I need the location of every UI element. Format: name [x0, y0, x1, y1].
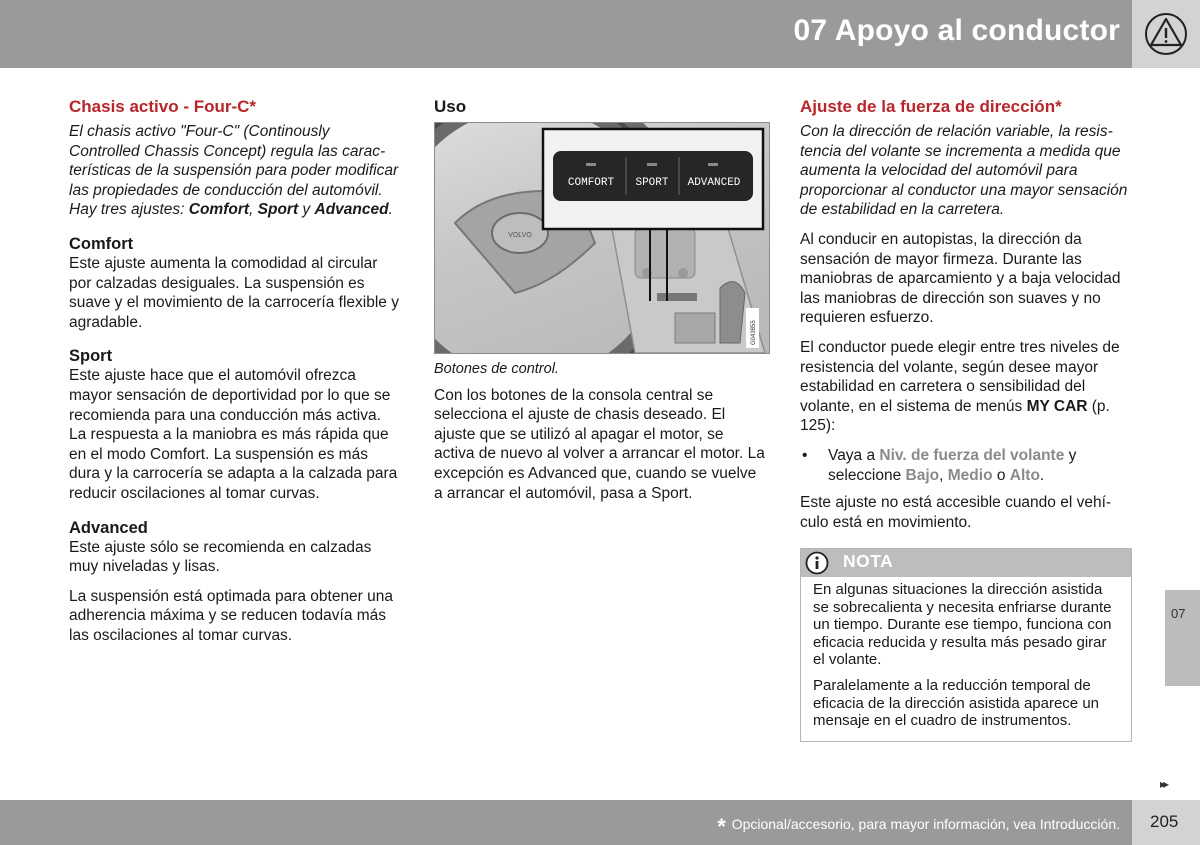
sport-button-label: SPORT	[635, 177, 669, 189]
subheading-advanced: Advanced	[69, 518, 148, 537]
note-body	[801, 577, 1131, 740]
suspension-text: La suspensión está optimada para obtener una adherencia máxima y se reducen todavía más las oscilaciones al tomar curvas.	[69, 587, 394, 644]
footer-note-text: Opcional/accesorio, para mayor información, vea Introducción.	[731, 816, 1120, 832]
intro-text: El chasis activo "Four-C" (Continously Controlled Chassis Concept) regula las características de la suspensión para poder modificar las propiedades de conducción del automóvil. Hay tres ajustes:	[69, 123, 399, 219]
section-heading-chassis: Chasis activo - Four-C*	[69, 97, 257, 116]
option-alto: Alto	[1009, 466, 1040, 484]
intro-sep: ,	[249, 201, 258, 219]
column-usage	[434, 96, 768, 513]
section-heading-steering: Ajuste de la fuerza de dirección*	[800, 97, 1062, 116]
page-number: 205	[1150, 812, 1179, 831]
note-box	[800, 548, 1132, 741]
image-caption: Botones de control.	[434, 361, 559, 377]
steering-p2	[800, 338, 1132, 436]
intro-end: .	[388, 201, 393, 219]
intro-sport: Sport	[257, 201, 299, 219]
page-footer	[0, 800, 1132, 845]
column-chassis	[69, 96, 399, 655]
advanced-button-label: ADVANCED	[687, 177, 741, 189]
control-buttons-illustration	[434, 122, 770, 354]
bullet-end: .	[1039, 466, 1045, 484]
chapter-tab	[1165, 590, 1200, 686]
steering-intro: Con la dirección de relación variable, la resistencia del volante se incrementa a medida que aumenta la velocidad del automóvil para proporcionar al conductor una mayor sensación de estabilidad en la carretera.	[800, 123, 1128, 219]
comfort-button-label: COMFORT	[567, 177, 615, 189]
chapter-title: 07 Apoyo al conductor	[793, 14, 1120, 47]
warning-triangle-icon	[1143, 12, 1189, 56]
note-p2: Paralelamente a la reducción temporal de eficacia de la dirección asistida aparece un mensaje en el cuadro de instrumentos.	[813, 677, 1100, 730]
menu-instruction	[800, 446, 1132, 485]
bullet-text: Vaya a	[828, 446, 880, 464]
column-steering	[800, 96, 1132, 742]
my-car-menu: MY CAR	[1026, 397, 1088, 415]
note-p1: En algunas situaciones la dirección asistida se sobrecalienta y necesita enfriarse durante un tiempo. Durante ese tiempo, funciona con eficacia reducida y resulta más pesado girar el volante.	[813, 581, 1112, 668]
advanced-text: Este ajuste sólo se recomienda en calzadas muy niveladas y lisas.	[69, 538, 372, 576]
footer-asterisk: *	[717, 814, 726, 839]
intro-advanced: Advanced	[314, 201, 389, 219]
usage-text: Con los botones de la consola central se selecciona el ajuste de chasis deseado. El ajuste que se utilizó al apagar el motor, se activa de nuevo al volver a arrancar el motor. La excepción es Advanced que, cuando se vuelve a arrancar el automóvil, pasa a Sport.	[434, 386, 765, 502]
menu-steering-force: Niv. de fuerza del volante	[879, 446, 1065, 464]
intro-sep: y	[298, 201, 315, 219]
dashboard-drawing	[435, 123, 769, 353]
chapter-tab-number: 07	[1171, 606, 1186, 621]
image-code: G043855	[751, 320, 757, 345]
footer-note	[717, 814, 1120, 840]
volvo-logo: VOLVO	[508, 232, 532, 239]
bullet-sep: o	[992, 466, 1010, 484]
bullet-sep: ,	[939, 466, 948, 484]
bullet-dot: •	[802, 446, 808, 464]
intro-comfort: Comfort	[188, 201, 250, 219]
bullet-text: y seleccione	[828, 446, 1077, 484]
subheading-sport: Sport	[69, 347, 113, 366]
page-number-box	[1132, 800, 1200, 845]
p2-text: El conductor puede elegir entre tres niveles de resistencia del volante, según desee mayor estabilidad en carretera o sensibilidad del volante, en el sistema de menús	[800, 338, 1120, 415]
header-icon-box	[1132, 0, 1200, 68]
note-header	[801, 549, 1131, 577]
subheading-comfort: Comfort	[69, 234, 134, 253]
p2-ref: (p. 125):	[800, 397, 1110, 435]
steering-p1: Al conducir en autopistas, la dirección da sensación de mayor firmeza. Durante las maniobras de aparcamiento y a baja velocidad las maniobras de dirección son suaves y no requieren esfuerzo.	[800, 230, 1121, 327]
continue-arrows-icon: ▸▸	[1160, 777, 1167, 791]
info-icon	[805, 551, 829, 575]
option-medio: Medio	[947, 466, 993, 484]
comfort-text: Este ajuste aumenta la comodidad al circular por calzadas desiguales. La suspensión es suave y el movimiento de la carrocería flexible y agradable.	[69, 254, 399, 331]
section-heading-usage: Uso	[434, 97, 467, 116]
page-header	[0, 0, 1132, 68]
steering-p3: Este ajuste no está accesible cuando el vehículo está en movimiento.	[800, 494, 1112, 531]
option-bajo: Bajo	[905, 466, 940, 484]
chassis-intro	[69, 122, 399, 220]
note-title: NOTA	[843, 551, 894, 572]
sport-text: Este ajuste hace que el automóvil ofrezca mayor sensación de deportividad por lo que se recomienda para una conducción más activa. La respuesta a la maniobra es más rápida que en el modo Comfort. La suspensión es más dura y la carrocería se adapta a la calzada para reducir oscilaciones al tomar curvas.	[69, 367, 398, 502]
